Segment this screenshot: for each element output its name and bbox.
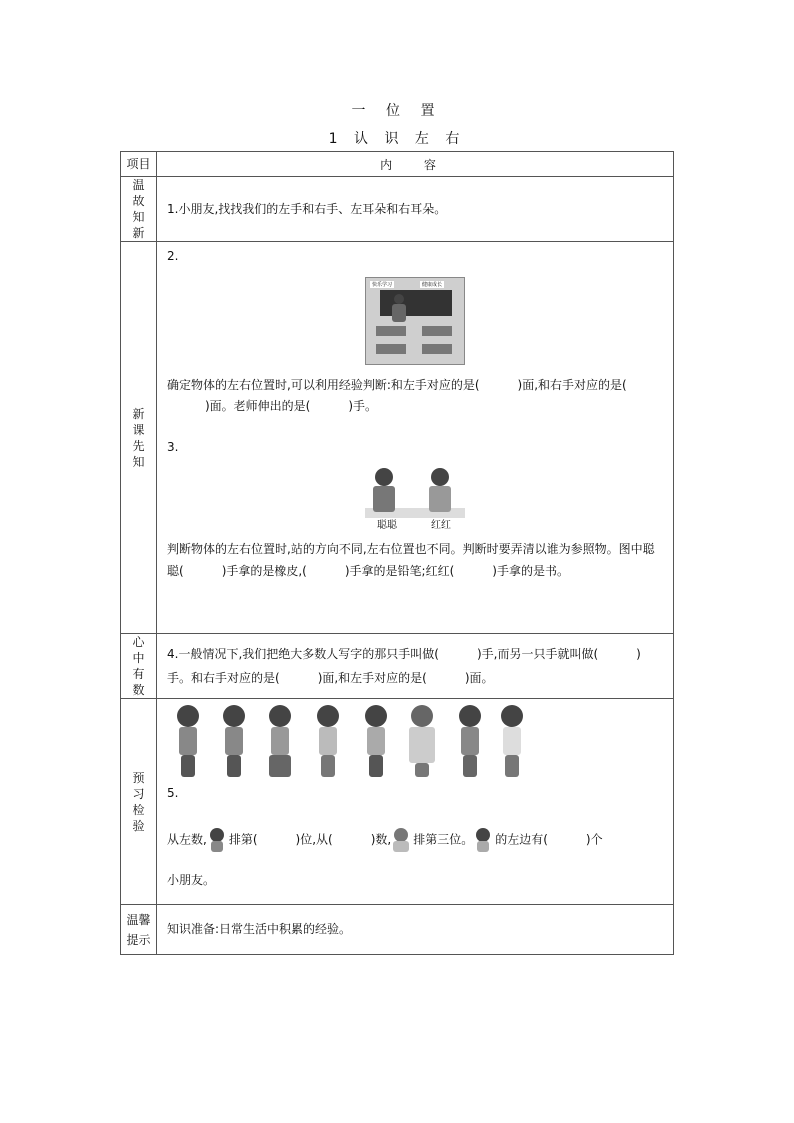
- children-row-image: [173, 705, 673, 785]
- desk: [376, 326, 406, 336]
- header-content: 内 容: [157, 152, 674, 177]
- child-icon-girl: [391, 828, 413, 852]
- children-image: [365, 466, 465, 530]
- board-banner-right: 健康成长: [422, 282, 443, 288]
- blackboard: [380, 290, 452, 316]
- desk: [376, 344, 406, 354]
- lesson-table: [120, 151, 674, 955]
- teacher-figure: [394, 294, 404, 304]
- table-row-newlesson: [121, 242, 674, 634]
- honghong-label: 红红: [431, 520, 451, 531]
- header-item: 项目: [121, 152, 157, 177]
- table-header-row: [121, 152, 674, 177]
- table-row-preview: [121, 699, 674, 905]
- table-row-tips: [121, 905, 674, 955]
- child-icon-girl-small: [473, 828, 495, 852]
- classroom-image: [365, 277, 465, 365]
- row-label-preview: 预 习 检 验: [121, 699, 157, 905]
- honghong-figure: [431, 468, 449, 486]
- board-banner-left: 快乐学习: [372, 282, 393, 288]
- child-icon-boy: [207, 828, 229, 852]
- review-text: 1.小朋友,找找我们的左手和右手、左耳朵和右耳朵。: [167, 201, 447, 216]
- desk: [422, 326, 452, 336]
- q5-text-end: 小朋友。: [167, 873, 216, 887]
- q4-text: 4.一般情况下,我们把绝大多数人写字的那只手叫做( )手,而另一只手就叫做( )手。和右手对应的是( )面,和左手对应的是( )面。: [167, 647, 641, 685]
- unit-title: 一 位 置: [351, 103, 443, 119]
- row-label-mind: 心 中 有 数: [121, 634, 157, 699]
- q3-text: 判断物体的左右位置时,站的方向不同,左右位置也不同。判断时要弄清以谁为参照物。图中聪聪( )手拿的是橡皮,( )手拿的是铅笔;红红( )手拿的是书。: [167, 542, 655, 578]
- congcong-figure: [375, 468, 393, 486]
- table-row-mind: [121, 634, 674, 699]
- q2-text: 确定物体的左右位置时,可以利用经验判断:和左手对应的是( )面,和右手对应的是()面。老师伸出的是( )手。: [167, 378, 627, 413]
- q5-number: 5.: [167, 786, 179, 800]
- q3-number: 3.: [167, 440, 179, 454]
- lesson-title: 1 认 识 左 右: [328, 131, 466, 147]
- congcong-label: 聪聪: [377, 520, 397, 531]
- row-label-review: 温 故 知 新: [121, 177, 157, 242]
- desk: [422, 344, 452, 354]
- q2-number: 2.: [167, 249, 179, 263]
- table-row-review: [121, 177, 674, 242]
- row-label-newlesson: 新 课 先 知: [121, 242, 157, 634]
- row-label-tips: 温馨 提示: [121, 905, 157, 955]
- tips-text: 知识准备:日常生活中积累的经验。: [167, 922, 352, 936]
- q5-text: 从左数, 排第( )位,从( )数, 排第三位。 的左边有( )个: [157, 828, 673, 852]
